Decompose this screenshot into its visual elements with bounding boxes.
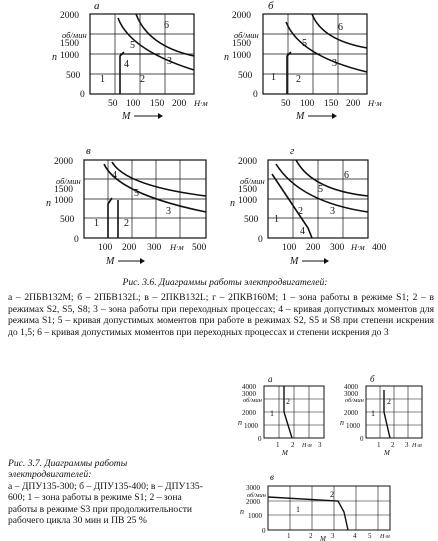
panel-b-zone-2: 2	[296, 74, 301, 85]
panel-g-zone-3: 3	[330, 206, 335, 217]
panel-b-y-tick-0: 2000	[232, 11, 251, 21]
panel-a-zone-2: 2	[140, 74, 145, 85]
fig37-b-y-tick-2: 2000	[344, 409, 358, 417]
panel-v-y-tick-2: 1000	[54, 196, 73, 206]
panel-v-zone-5: 5	[134, 188, 139, 199]
fig37-b-x-tick-1: 2	[391, 441, 395, 449]
fig37-v-y-tick-1: 2000	[246, 498, 260, 506]
fig37-b-y-unit: об/мин	[345, 397, 364, 404]
panel-a-zone-5: 5	[130, 40, 135, 51]
panel-b-y-symbol: n	[224, 52, 229, 63]
panel-b-y-tick-1: 1500	[232, 39, 251, 49]
panel-g-y-tick-0: 2000	[238, 157, 257, 167]
panel-g-x-tick-4: 400	[372, 243, 387, 253]
panel-v-y-unit: об/мин	[56, 176, 81, 186]
panel-b-letter: б	[268, 0, 274, 12]
panel-g-y-tick-4: 0	[258, 235, 263, 245]
panel-g-zone-2: 2	[298, 206, 303, 217]
fig37-v-x-tick-2: 3	[331, 532, 335, 540]
fig36-caption-title-text: Рис. 3.6. Диаграммы работы электродвигателей:	[122, 277, 328, 288]
panel-v-zone-1: 1	[94, 218, 99, 229]
fig37-a-y-unit: об/мин	[243, 397, 262, 404]
panel-v-zone-3: 3	[166, 206, 171, 217]
panel-g-y-symbol: n	[230, 198, 235, 209]
fig37-v-y-symbol: n	[240, 507, 244, 516]
panel-b-x-tick-2: 150	[324, 99, 339, 109]
panel-g-x-tick-0: 100	[282, 243, 297, 253]
fig37-v-y-tick-0: 3000	[246, 484, 260, 492]
panel-v-x-unit: Н·м	[170, 242, 184, 252]
fig37-b-y-symbol: n	[340, 418, 344, 427]
panel-a-zone-4: 4	[124, 59, 129, 70]
panel-g-y-tick-3: 500	[244, 215, 259, 225]
fig37-a-y-tick-0: 4000	[242, 383, 256, 391]
fig37-caption	[8, 458, 208, 526]
fig37-v-y-unit: об/мин	[247, 492, 266, 499]
panel-b-zone-3: 3	[332, 58, 337, 69]
panel-a-x-unit: Н·м	[194, 98, 208, 108]
panel-b-zone-5: 5	[302, 38, 307, 49]
panel-v-y-tick-1: 1500	[54, 185, 73, 195]
fig37-a-x-tick-3: 3	[318, 441, 322, 449]
panel-g-zone-5: 5	[318, 184, 323, 195]
fig37-b-x-tick-0: 1	[377, 441, 381, 449]
panel-g-zone-6: 6	[344, 170, 349, 181]
panel-b-x-tick-1: 100	[300, 99, 315, 109]
panel-a-zone-1: 1	[100, 74, 105, 85]
fig37-v-x-tick-0: 1	[287, 532, 291, 540]
fig37-b-x-unit: Н·м	[412, 443, 422, 449]
panel-a-zone-3: 3	[167, 56, 172, 67]
panel-a-y-unit: об/мин	[62, 30, 87, 40]
panel-g-x-unit: Н·м	[351, 242, 365, 252]
panel-b-zone-6: 6	[338, 22, 343, 33]
fig37-b-zone-2: 2	[387, 397, 391, 406]
panel-a-y-tick-1: 1500	[60, 39, 79, 49]
fig37-b-letter: б	[370, 374, 375, 384]
panel-b-y-tick-3: 500	[238, 71, 253, 81]
fig37-v-x-tick-1: 2	[309, 532, 313, 540]
panel-b-y-tick-4: 0	[253, 90, 258, 100]
fig37-a-x-tick-0: 1	[276, 441, 280, 449]
fig37-v-x-symbol: M	[320, 535, 326, 541]
fig37-a-y-tick-2: 2000	[242, 409, 256, 417]
panel-g-y-tick-1: 1500	[238, 185, 257, 195]
fig37-v-zone-1: 1	[296, 505, 300, 514]
fig37-a-x-tick-1: 2	[291, 441, 295, 449]
panel-v-zone-2: 2	[124, 218, 129, 229]
panel-v-x-tick-0: 100	[98, 243, 113, 253]
fig37-b-y-tick-4: 0	[360, 435, 364, 443]
fig37-b-y-tick-0: 4000	[344, 383, 358, 391]
fig37-v-x-tick-3: 4	[353, 532, 357, 540]
panel-a-zone-6: 6	[164, 20, 169, 31]
panel-v-y-tick-0: 2000	[54, 157, 73, 167]
fig37-a-y-tick-4: 0	[258, 435, 262, 443]
panel-a-x-tick-1: 100	[126, 99, 141, 109]
fig37-v-zone-2: 2	[330, 490, 334, 499]
panel-g-x-tick-1: 200	[306, 243, 321, 253]
panel-b-y-tick-2: 1000	[232, 51, 251, 61]
panel-a-x-tick-0: 50	[108, 99, 118, 109]
fig37-caption-body: а – ДПУ135-300; б – ДПУ135-400; в – ДПУ135-600; 1 – зона работы в режиме S1; 2 – зона работы в режиме S3 при продолжительности рабочего цикла 30 мин и ПВ 25 %	[8, 480, 203, 527]
fig37-v-y-tick-3: 0	[262, 527, 266, 535]
panel-b-x-unit: Н·м	[368, 98, 382, 108]
fig37-a-zone-1: 1	[270, 409, 274, 418]
panel-v-zone-4: 4	[112, 170, 117, 181]
fig37-v-x-tick-4: 5	[368, 532, 372, 540]
fig36-caption-body: а – 2ПБВ132М; б – 2ПБВ132L; в – 2ПКВ132L; г – 2ПКВ160М; 1 – зона работы в режиме S1; 2 – в режимах S2, S5, S8; 3 – зона работы при переходных процессах; 4 – кривая допустимых моментов для режима S1; 5 – кривая допустимых моментов при работе в режимах S2, S5 и S8 при степени искрения до 1,5; 6 – кривая допустимых моментов при переходных процессах и степени искрения до 3	[8, 292, 434, 338]
fig37-v-curve	[268, 497, 348, 530]
fig37-v-frame	[268, 486, 390, 530]
panel-a-x-tick-3: 200	[172, 99, 187, 109]
fig37-b-x-tick-2: 3	[405, 441, 409, 449]
fig37-b-x-symbol: M	[384, 449, 390, 457]
fig37-a-x-unit: Н·м	[302, 443, 312, 449]
panel-g-x-tick-2: 300	[330, 243, 345, 253]
fig37-b-y-tick-3: 1000	[346, 422, 360, 430]
panel-g-letter: г	[290, 145, 295, 157]
fig37-v-letter: в	[270, 472, 274, 482]
panel-a-x-symbol: M	[122, 111, 131, 122]
panel-v-x-tick-4: 500	[192, 243, 207, 253]
panel-v-x-symbol: M	[106, 256, 115, 267]
panel-v-x-tick-1: 200	[122, 243, 137, 253]
fig37-caption-title: Рис. 3.7. Диаграммы работы электродвигателей:	[8, 458, 128, 481]
panel-g-zone-1: 1	[274, 214, 279, 225]
fig37-v-x-unit: Н·м	[380, 534, 390, 540]
panel-g-x-symbol: M	[290, 256, 299, 267]
fig37-a-y-tick-3: 1000	[244, 422, 258, 430]
fig37-b-zone-1: 1	[371, 409, 375, 418]
panel-a-y-symbol: n	[52, 52, 57, 63]
panel-a-letter: а	[94, 0, 100, 12]
panel-a-y-tick-4: 0	[80, 90, 85, 100]
panel-v-y-symbol: n	[46, 198, 51, 209]
panel-a-y-tick-0: 2000	[60, 11, 79, 21]
fig37-a-y-tick-1: 3000	[242, 390, 256, 398]
panel-g-zone-4: 4	[300, 226, 305, 237]
panel-a-y-tick-3: 500	[66, 71, 81, 81]
panel-v-x-tick-2: 300	[147, 243, 162, 253]
panel-g-y-unit: об/мин	[240, 176, 265, 186]
panel-a-x-tick-2: 150	[150, 99, 165, 109]
panel-v-y-tick-4: 0	[74, 235, 79, 245]
panel-v-letter: в	[86, 145, 91, 157]
panel-g-y-tick-2: 1000	[238, 196, 257, 206]
fig37-a-y-symbol: n	[238, 418, 242, 427]
fig37-b-y-tick-1: 3000	[344, 390, 358, 398]
panel-b-x-tick-0: 50	[281, 99, 291, 109]
panel-a-y-tick-2: 1000	[60, 51, 79, 61]
panel-v-y-tick-3: 500	[60, 215, 75, 225]
panel-b-zone-1: 1	[271, 72, 276, 83]
fig37-a-zone-2: 2	[286, 397, 290, 406]
panel-b-x-tick-3: 200	[346, 99, 361, 109]
fig37-v-y-tick-2: 1000	[248, 512, 262, 520]
fig37-a-letter: а	[268, 374, 273, 384]
panel-b-x-symbol: M	[296, 111, 305, 122]
fig37-a-x-symbol: M	[282, 449, 288, 457]
panel-b-y-unit: об/мин	[234, 30, 259, 40]
